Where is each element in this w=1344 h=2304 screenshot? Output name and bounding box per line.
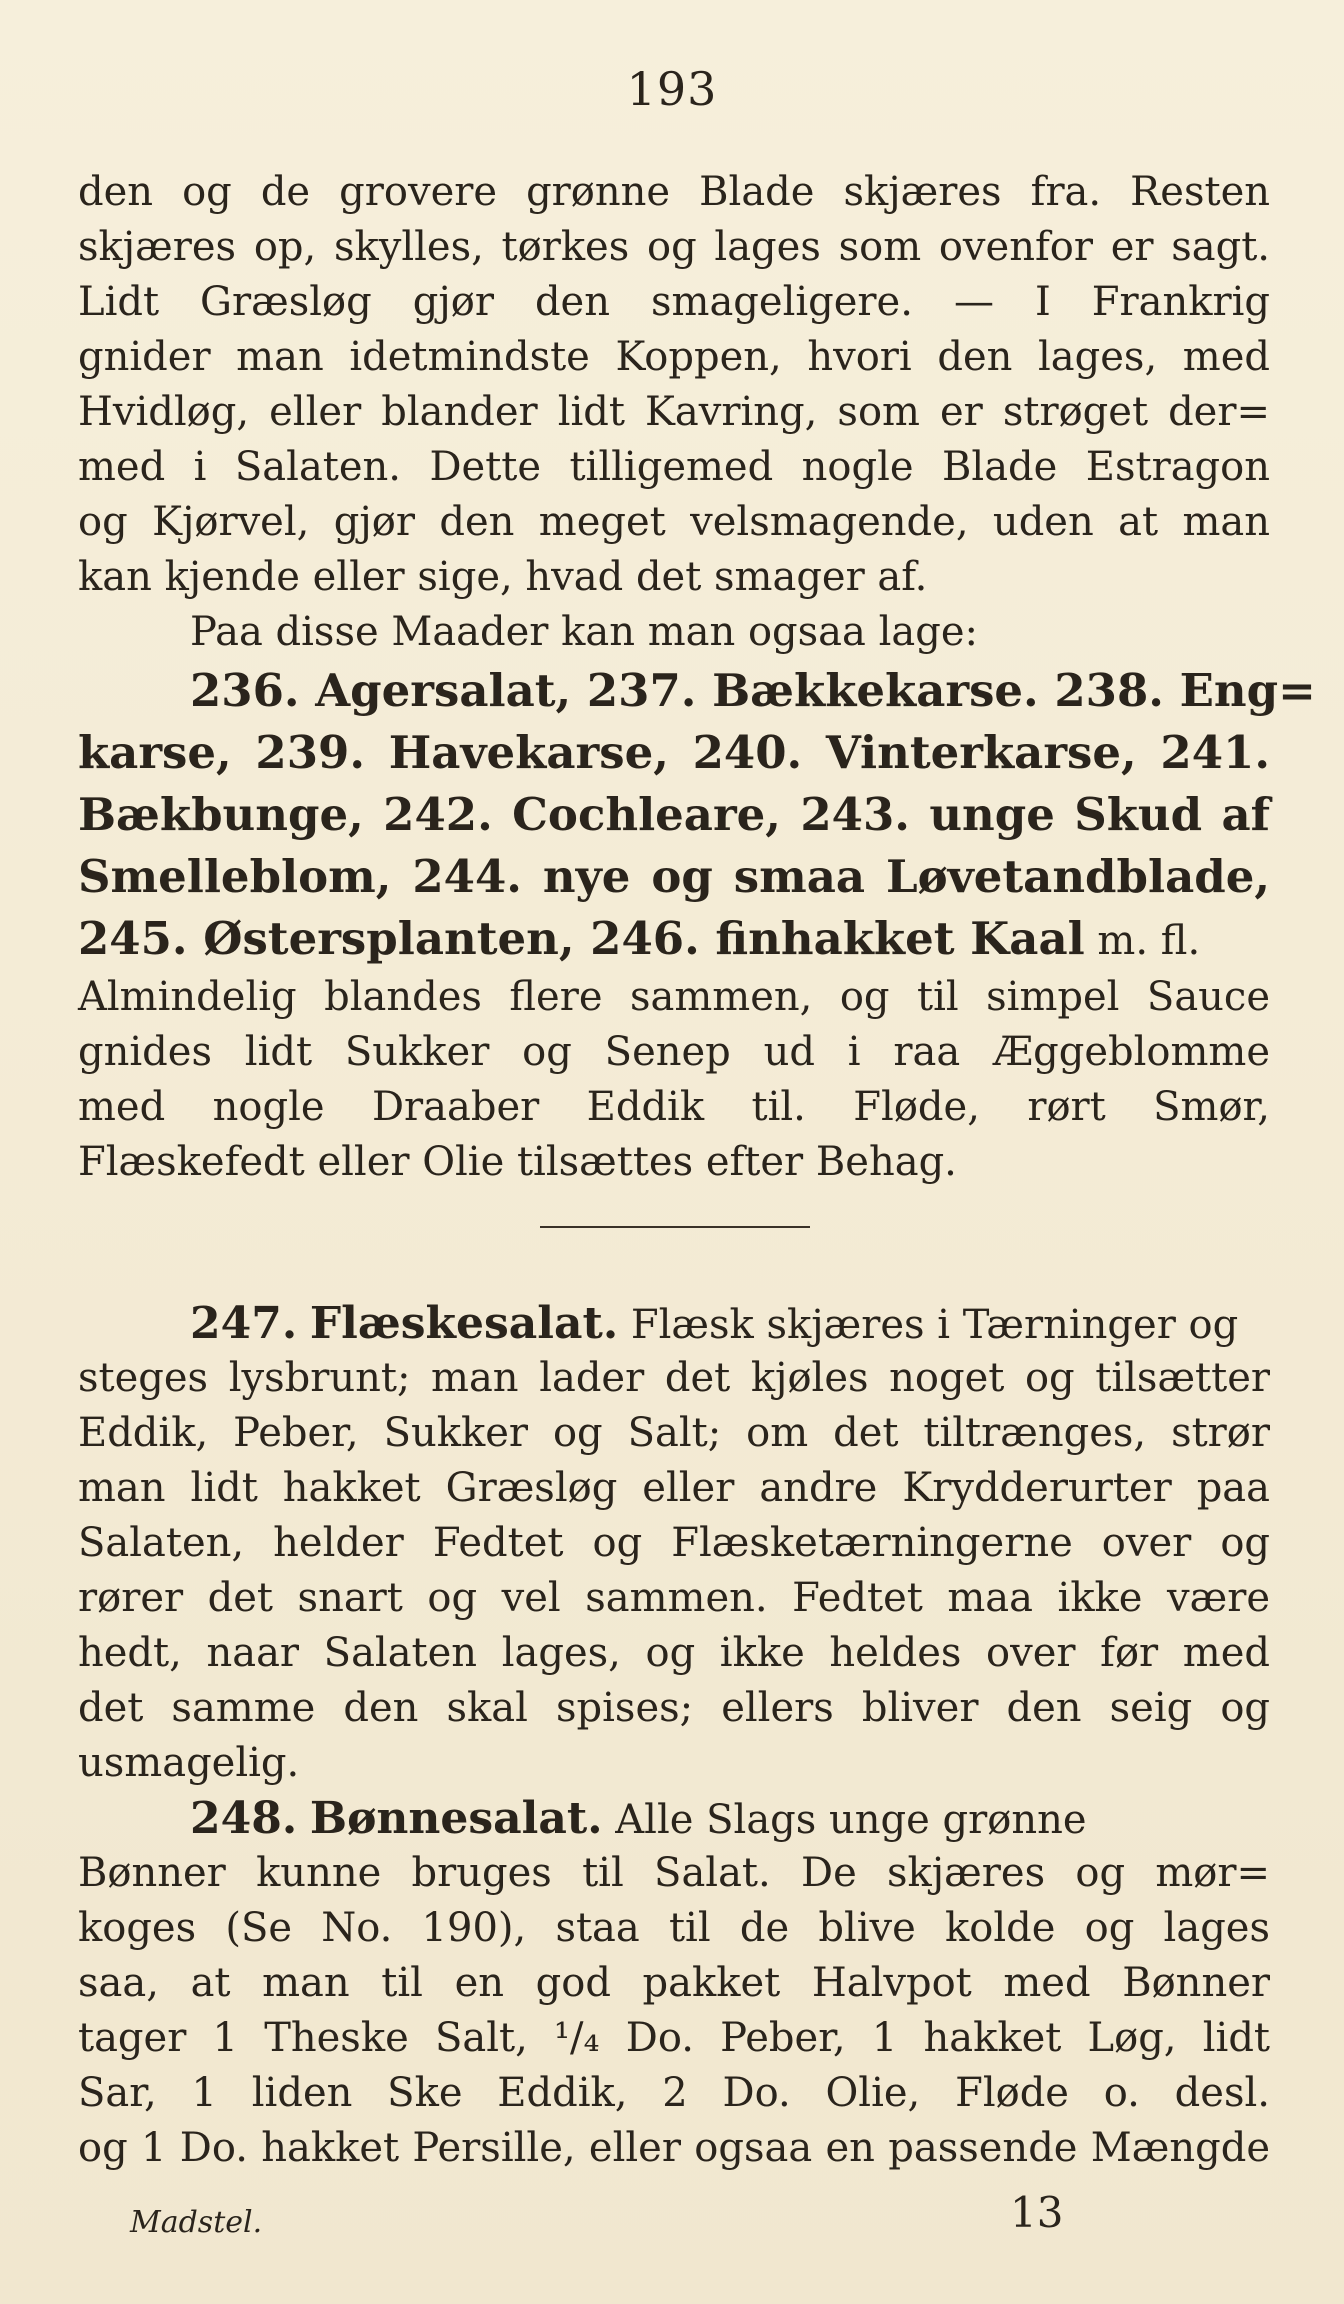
recipe-heading-line: Smelleblom, 244. nye og smaa Løvetandblade, [78, 850, 1270, 903]
recipe-text: Flæsk skjæres i Tærninger og [618, 1302, 1239, 1348]
text-line: gnider man idetmindste Koppen, hvori den lages, med [78, 334, 1270, 380]
page-number: 193 [626, 62, 718, 116]
text-line: steges lysbrunt; man lader det kjøles noget og tilsætter [78, 1355, 1270, 1401]
text-line: Salaten, helder Fedtet og Flæsketærningerne over og [78, 1520, 1270, 1566]
recipe-heading-line: 236. Agersalat, 237. Bækkekarse. 238. Eng= [190, 664, 1316, 717]
section-b [78, 1296, 1270, 2176]
text-line: og 1 Do. hakket Persille, eller ogsaa en passende Mængde [78, 2125, 1270, 2171]
recipe-248-first-line [78, 1791, 1270, 1846]
text-line: man lidt hakket Græsløg eller andre Krydderurter paa [78, 1465, 1270, 1511]
text-line: skjæres op, skylles, tørkes og lages som ovenfor er sagt. [78, 224, 1270, 270]
recipe-title: Flæskesalat. [309, 1298, 619, 1349]
text-line: saa, at man til en god pakket Halvpot med Bønner [78, 1960, 1270, 2006]
text-line: tager 1 Theske Salt, ¹/₄ Do. Peber, 1 hakket Løg, lidt [78, 2015, 1270, 2061]
recipe-title: Bønnesalat. [309, 1793, 603, 1844]
recipe-heading-line-last [78, 908, 1270, 970]
text-line: usmagelig. [78, 1740, 300, 1786]
recipe-247-first-line [78, 1296, 1270, 1351]
text-line: Lidt Græsløg gjør den smageligere. — I Frankrig [78, 279, 1270, 325]
text-line: rører det snart og vel sammen. Fedtet maa ikke være [78, 1575, 1270, 1621]
text-line: den og de grovere grønne Blade skjæres fra. Resten [78, 169, 1270, 215]
text-line: Eddik, Peber, Sukker og Salt; om det tiltrænges, strør [78, 1410, 1270, 1456]
text-line: Almindelig blandes flere sammen, og til simpel Sauce [78, 974, 1270, 1020]
text-line: med i Salaten. Dette tilligemed nogle Blade Estragon [78, 444, 1270, 490]
text-line: Flæskefedt eller Olie tilsættes efter Behag. [78, 1139, 957, 1185]
text-line: og Kjørvel, gjør den meget velsmagende, uden at man [78, 499, 1270, 545]
recipe-heading-tail: m. fl. [1084, 918, 1201, 964]
recipe-text: Alle Slags unge grønne [602, 1797, 1087, 1843]
sheet-number: 13 [1010, 2188, 1064, 2237]
text-line: det samme den skal spises; ellers bliver den seig og [78, 1685, 1270, 1731]
signature-mark: Madstel. [130, 2205, 263, 2240]
text-line: Sar, 1 liden Ske Eddik, 2 Do. Olie, Fløde o. desl. [78, 2070, 1270, 2116]
section-divider [540, 1226, 810, 1228]
section-a [78, 165, 1316, 1190]
text-line: gnides lidt Sukker og Senep ud i raa Æggeblomme [78, 1029, 1270, 1075]
recipe-heading-line: karse, 239. Havekarse, 240. Vinterkarse, 241. [78, 726, 1270, 779]
intro-line: Paa disse Maader kan man ogsaa lage: [190, 609, 978, 655]
text-line: med nogle Draaber Eddik til. Fløde, rørt Smør, [78, 1084, 1270, 1130]
text-line: koges (Se No. 190), staa til de blive kolde og lages [78, 1905, 1270, 1951]
recipe-number: 247. [190, 1298, 298, 1349]
recipe-heading-bold: 245. Østersplanten, 246. finhakket Kaal [78, 912, 1085, 965]
text-line: Hvidløg, eller blander lidt Kavring, som er strøget der= [78, 389, 1270, 435]
recipe-number: 248. [190, 1793, 298, 1844]
text-line: kan kjende eller sige, hvad det smager af. [78, 554, 928, 600]
text-line: hedt, naar Salaten lages, og ikke heldes over før med [78, 1630, 1270, 1676]
text-line: Bønner kunne bruges til Salat. De skjæres og mør= [78, 1850, 1270, 1896]
recipe-heading-line: Bækbunge, 242. Cochleare, 243. unge Skud af [78, 788, 1270, 841]
